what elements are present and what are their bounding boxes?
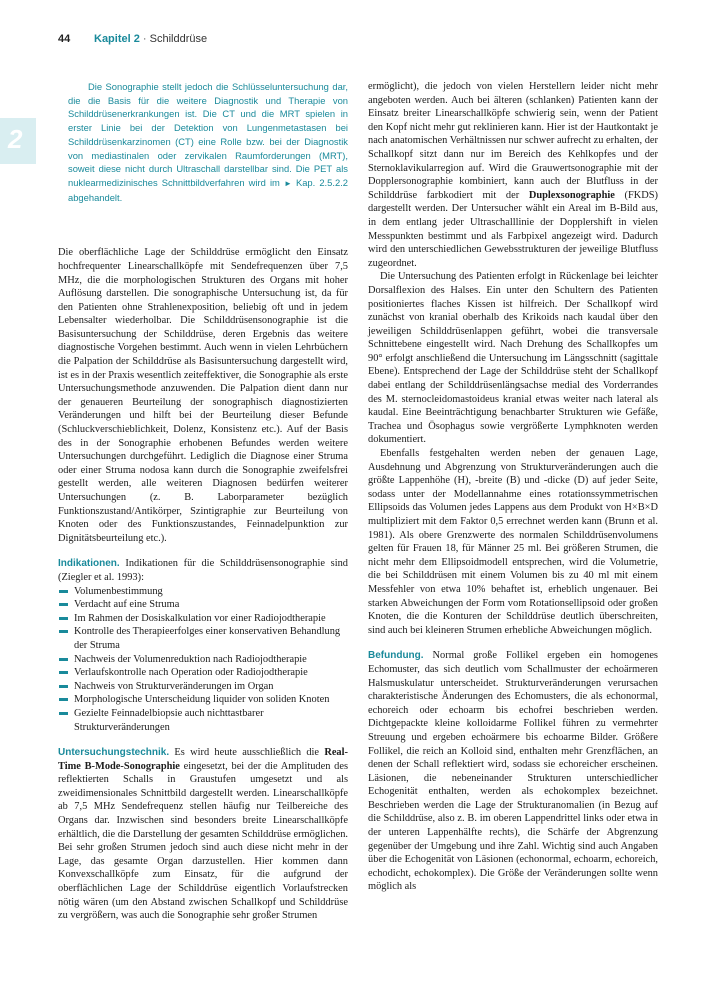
indications-section (58, 557, 348, 734)
indications-list (58, 585, 348, 735)
list-item: Kontrolle des Therapieerfolges einer konservativen Behandlung der Struma (58, 625, 348, 652)
list-item: Verdacht auf eine Struma (58, 598, 348, 612)
chapter-label (94, 33, 207, 45)
side-tab-number: 2 (8, 124, 23, 154)
findings-paragraph: Befundung. Normal große Follikel ergeben ein homogenes Echomuster, das sich deutlich vom Schallmuster der echoärmeren Halsmuskulatur unterscheidet. Strukturveränderungen verursachen charakteristische Änderungen des Echomusters, die als echonormal, echoreich oder echoarm bis echofrei beschrieben werden. Dichtgepackte kleine kolloidarme Follikel führen zu vermehrter Streuung und ergeben echoärmere bis echoarme Bilder. Größere Follikel, die reich an Kolloid sind, enthalten mehr Grenzflächen, an denen der Schall reflektiert wird, sodass sie echoreicher erscheinen. Läsionen, die nebeneinander Strukturen unterschiedlicher Echogenität enthalten, werden als echokomplex bezeichnet. Beschrieben werden die Lage der Strukturanomalien (in Bezug auf die Schilddrüse, also z. B. im oberen Lappendrittel links oder etwa in der unteren Lappenhälfte rechts), die Schärfe der Abgrenzung gegenüber der Umgebung und ihre Zahl. Wichtig sind auch Angaben über die Echogenität von Läsionen (echonormal, echoarm, echoreich, echodicht, echokomplex). Die Größe der Veränderungen sollte wenn möglich als (368, 650, 658, 893)
technique-paragraph: Untersuchungstechnik. Es wird heute ausschließlich die Real-Time B-Mode-Sonographie eingesetzt, bei der die Amplituden des reflektierten Schalls in Graustufen umgesetzt und als zweidimensionales Schnittbild dargestellt werden. Linearschallköpfe ab 7,5 MHz Sendefrequenz stellen häufig nur Teilbereiche des Organs dar. Inzwischen sind besonders breite Linearschallköpfe erhältlich, die die Darstellung der gesamten Schilddrüse ermöglichen. Bei sehr großen Strumen jedoch sind auch diese nicht mehr in der Lage, das gesamte Organ darzustellen. Hier kommen dann Konvexschallköpfe zum Einsatz, für die aufgrund der oberflächlichen Lage der Schilddrüse eigentlich Vorlaufstrecken nötig wären (um den Abstand zwischen Schallkopf und Schilddrüse zu vergrößern, was auch die Sonographie sehr großer Strumen (58, 747, 348, 922)
arrow-icon: ► (283, 178, 292, 188)
indications-paragraph: Indikationen. Indikationen für die Schilddrüsensonographie sind (Ziegler et al. 1993): (58, 558, 348, 583)
body-paragraph: ermöglicht), die jedoch von vielen Herstellern leider nicht mehr angeboten werden. Auch bei älteren (schlanken) Patienten kann der Einsatz breiter Linearschallköpfe schwierig sein, wenn der Patient den Kopf nicht mehr gut reklinieren kann. Hier ist der Hautkontakt je nach anatomischen Verhältnissen nur schwer aufrecht zu erhalten, der Schallkopf sitzt dann nur im Bereich des Kehlkopfes und der Sternoklavikularregion auf. Wird die Grauwertsonographie mit der Dopplersonographie kombiniert, kann auch der Blutfluss in der Schilddrüse farbkodiert mit der Duplexsonographie (FKDS) dargestellt werden. Der Untersucher wählt ein Areal im B-Bild aus, in dem entlang jeder Ultraschalllinie der Dopplershift in vielen Messpunkten bestimmt und als Farbpixel angezeigt wird. Dadurch wird den unterschiedlichen Gewebsstrukturen der jeweilige Blutfluss zugeordnet. (368, 81, 658, 269)
page-number: 44 (58, 33, 71, 45)
list-item: Gezielte Feinnadelbiopsie auch nichttastbarer Strukturveränderungen (58, 707, 348, 734)
chapter-reference: Kap. 2.5.2.2 (295, 176, 348, 188)
chapter-title: Schilddrüse (149, 33, 208, 45)
bold-term: Real-Time B-Mode-Sonographie (58, 747, 348, 772)
intro-box-text: Die Sonographie stellt jedoch die Schlüsseluntersuchung dar, die die Basis für die weitere Diagnostik und Therapie von Schilddrüsenerkrankungen ist. Die CT und die MRT spielen in erster Linie bei der Detektion von Lungenmetastasen bei Schilddrüsenkarzinomen (CT) eine Rolle bzw. bei der Diagnostik von mediastinalen oder zervikalen Raumforderungen (MRT), soweit diese nicht durch Ultraschall darstellbar sind. Die PET als nuklearmedizinisches Schnittbildverfahren wird im ► Kap. 2.5.2.2 abgehandelt. (68, 81, 348, 203)
intro-box (68, 80, 348, 216)
list-item: Volumenbestimmung (58, 585, 348, 599)
chapter-separator: · (142, 33, 147, 45)
list-item: Nachweis der Volumenreduktion nach Radiojodtherapie (58, 653, 348, 667)
body-paragraph: Die oberflächliche Lage der Schilddrüse ermöglicht den Einsatz hochfrequenter Linearschallköpfe mit Sendefrequenzen über 7,5 MHz, die die morphologischen Strukturen des Organs mit hoher Auflösung darstellen. Die sonographische Untersuchung ist, da für den Patienten ohne Strahlenexposition, beliebig oft und in jedem Lebensalter wiederholbar. Die Schilddrüsensonographie ist die Basisuntersuchung der Schilddrüse, deren Ergebnis das weitere diagnostische Vorgehen bestimmt. Auch wenn in vielen Lehrbüchern die Palpation der Schilddrüse als Basisuntersuchung dargestellt wird, ist es in der Praxis wesentlich zeiteffektiver, die Sonographie als erste Untersuchungsmethode anzuwenden. Die Palpation dient dann nur der genaueren Beurteilung der sonographisch diagnostizierten Veränderungen und hilft bei der Beurteilung dieser Befunde (Schluckverschieblichkeit, Dolenz, Konsistenz etc.). Auf der Basis des in der Sonographie erhobenen Befundes werden weitere Untersuchungen durchgeführt. Lediglich die Diagnose einer Struma oder einer Struma nodosa kann durch die Sonographie zweifelsfrei gestellt werden, alle weiteren Diagnosen bedürfen weiterer Untersuchungen (z. B. Laborparameter bezüglich Funktionszustand/Antikörper, Szintigraphie zur Beurteilung von Knoten oder des Funktionszustandes, Feinnadelpunktion zur Dignitätsbeurteilung etc.). (58, 247, 348, 544)
body-paragraph: Die Untersuchung des Patienten erfolgt in Rückenlage bei leichter Dorsalflexion des Halses. Ein unter den Schultern des Patienten positioniertes flaches Kissen ist hilfreich. Der Schallkopf wird zunächst von kranial oberhalb des Krikoids nach kaudal über den jeweiligen Schilddrüsenlappen geführt, wobei die transversale Schnittebene eingestellt wird. Nach Drehung des Schallkopfes um 90° erfolgt anschließend die Untersuchung im Längsschnitt (sagittale Ebene). Entsprechend der Lage der Schilddrüse steht der Schallkopf dabei entlang der Schilddrüsenlängsachse medial des Vorderrandes des M. sternocleidomastoideus kranial etwas weiter nach lateral als kaudal. Eine Beeinträchtigung benachbarter Strukturen wie Gefäße, Trachea und Ösophagus sowie vergrößerte Lymphknoten werden dokumentiert. (368, 271, 658, 446)
chapter-side-tab (0, 118, 36, 164)
section-heading: Untersuchungstechnik. (58, 747, 170, 759)
section-heading: Befundung. (368, 650, 424, 662)
body-paragraph: Ebenfalls festgehalten werden neben der genauen Lage, Ausdehnung und Abgrenzung von Strukturveränderungen auch die größte Lappenhöhe (H), -breite (B) und -dicke (D) auf jeder Seite, sodass unter der Modellannahme eines rotationssymmetrischen Ellipsoids das Volumen jedes Lappens aus dem Produkt von H×B×D multipliziert mit dem Faktor 0,5 errechnet werden kann (Brunn et al. 1981). Als obere Grenzwerte des normalen Schilddrüsenvolumens gelten für Frauen 18, für Männer 25 ml. Bei größeren Strumen, die nicht mehr dem Ellipsoidmodell entsprechen, wird die Volumetrie, die bei Schilddrüsen mit einem Volumen bis zu 40 ml mit einem Messfehler von etwa 10% behaftet ist, erheblich ungenauer. Bei starken Abweichungen der Form vom Rotationsellipsoid oder großen Knoten, die die Konturen der Schilddrüse deutlich überschreiten, sind auch bei kleineren Strumen erhebliche Abweichungen möglich. (368, 448, 658, 636)
list-item: Nachweis von Strukturveränderungen im Organ (58, 680, 348, 694)
list-item: Verlaufskontrolle nach Operation oder Radiojodtherapie (58, 666, 348, 680)
findings-section (368, 649, 658, 894)
left-column (58, 80, 348, 923)
right-column (368, 80, 658, 894)
list-item: Im Rahmen der Dosiskalkulation vor einer Radiojodtherapie (58, 612, 348, 626)
section-heading: Indikationen. (58, 558, 120, 570)
bold-term: Duplexsonographie (528, 189, 615, 201)
technique-section (58, 746, 348, 923)
chapter-number: Kapitel 2 (94, 33, 140, 45)
list-item: Morphologische Unterscheidung liquider von soliden Knoten (58, 693, 348, 707)
